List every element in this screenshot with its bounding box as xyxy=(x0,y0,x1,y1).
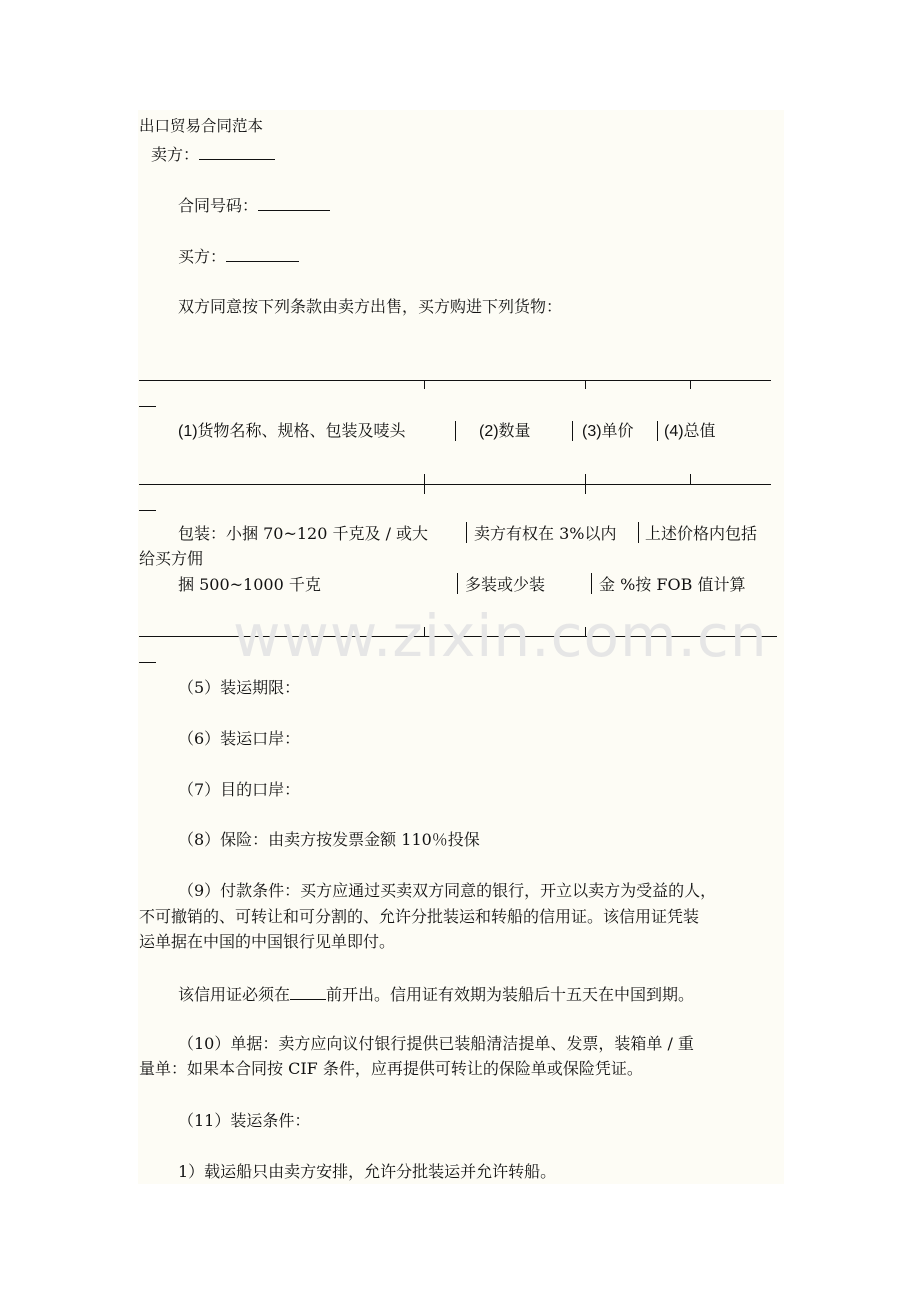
clause-7: （7）目的口岸： xyxy=(178,780,301,799)
column-divider xyxy=(457,573,458,594)
column-divider xyxy=(455,421,456,441)
clause-11: （11）装运条件： xyxy=(178,1111,311,1130)
contract-no-label: 合同号码： xyxy=(178,196,259,215)
seller-blank xyxy=(199,144,275,160)
table-border-wrap xyxy=(139,406,156,407)
quantity-cell-2: 多装或少装 xyxy=(465,575,546,594)
seller-field xyxy=(151,144,275,165)
packing-cell-2: 捆 500~1000 千克 xyxy=(178,575,321,594)
table-mid-border xyxy=(139,484,771,485)
lc-text-pre: 该信用证必须在 xyxy=(178,985,291,1004)
clause-9-line-2: 不可撤销的、可转让和可分割的、允许分批装运和转船的信用证。该信用证凭装 xyxy=(139,907,700,926)
price-cell-wrap: 给买方佣 xyxy=(139,549,204,568)
clause-5: （5）装运期限： xyxy=(178,678,301,697)
quantity-cell-1: 卖方有权在 3%以内 xyxy=(474,524,617,543)
table-tick xyxy=(424,380,425,389)
packing-cell-1: 包装：小捆 70~120 千克及 / 或大 xyxy=(178,524,429,543)
table-border-wrap xyxy=(139,662,156,663)
table-border-wrap xyxy=(139,510,156,511)
price-cell-1: 上述价格内包括 xyxy=(645,524,758,543)
clause-9-line-1: （9）付款条件：买方应通过买卖双方同意的银行，开立以卖方为受益的人， xyxy=(178,881,717,900)
table-tick-up xyxy=(424,627,425,636)
buyer-label: 买方： xyxy=(178,247,227,266)
seller-label: 卖方： xyxy=(151,145,200,164)
column-divider xyxy=(591,573,592,594)
price-cell-2: 金 %按 FOB 值计算 xyxy=(599,575,746,594)
table-cross xyxy=(424,474,425,494)
contract-no-blank xyxy=(258,195,330,211)
table-cross xyxy=(585,474,586,494)
contract-no-field xyxy=(178,195,330,216)
document-title: 出口贸易合同范本 xyxy=(139,117,264,135)
table-tick-up xyxy=(585,627,586,636)
table-tick xyxy=(585,380,586,389)
lc-text-post: 前开出。信用证有效期为装船后十五天在中国到期。 xyxy=(326,985,695,1004)
document-page xyxy=(138,110,784,1184)
column-divider xyxy=(638,522,639,543)
clause-8: （8）保险：由卖方按发票金额 110％投保 xyxy=(178,830,480,849)
clause-11-item-1: 1）载运船只由卖方安排，允许分批装运并允许转船。 xyxy=(178,1162,557,1181)
clause-9-line-3: 运单据在中国的中国银行见单即付。 xyxy=(139,932,396,951)
lc-deadline-text xyxy=(178,984,694,1005)
header-quantity: (2)数量 xyxy=(479,423,531,440)
intro-text: 双方同意按下列条款由卖方出售，买方购进下列货物： xyxy=(178,297,563,316)
clause-6: （6）装运口岸： xyxy=(178,729,301,748)
watermark: www.zixin.com.cn xyxy=(233,602,768,670)
table-tick xyxy=(690,380,691,389)
table-cross xyxy=(690,474,691,484)
clause-10-line-1: （10）单据：卖方应向议付银行提供已装船清洁提单、发票，装箱单 / 重 xyxy=(178,1034,694,1053)
clause-10-line-2: 量单：如果本合同按 CIF 条件，应再提供可转让的保险单或保险凭证。 xyxy=(139,1059,643,1078)
column-divider xyxy=(466,522,467,543)
header-unit-price: (3)单价 xyxy=(582,423,634,440)
lc-date-blank xyxy=(290,984,326,1000)
header-goods: (1)货物名称、规格、包装及唛头 xyxy=(178,423,406,440)
buyer-field xyxy=(178,246,299,267)
header-total: (4)总值 xyxy=(664,423,716,440)
column-divider xyxy=(572,421,573,441)
table-bottom-border xyxy=(139,636,777,637)
buyer-blank xyxy=(226,246,299,262)
table-top-border xyxy=(139,380,771,381)
column-divider xyxy=(657,421,658,441)
